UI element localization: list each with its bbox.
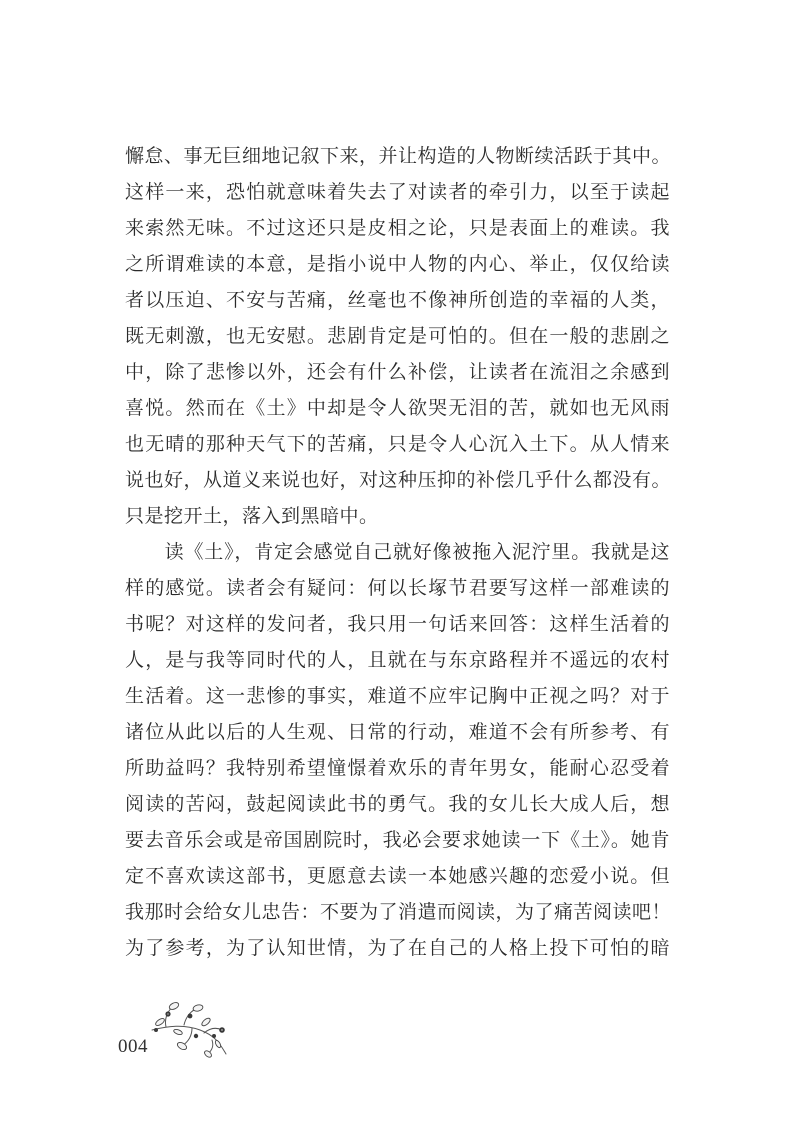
text-line: 样的感觉。读者会有疑问：何以长塚节君要写这样一部难读的 xyxy=(125,577,670,599)
page-number: 004 xyxy=(118,1036,148,1057)
floral-branch-icon xyxy=(148,1000,230,1058)
text-line: 中，除了悲惨以外，还会有什么补偿，让读者在流泪之余感到 xyxy=(125,361,670,383)
text-line: 书呢？对这样的发问者，我只用一句话来回答：这样生活着的 xyxy=(125,613,670,635)
text-line: 喜悦。然而在《土》中却是令人欲哭无泪的苦，就如也无风雨 xyxy=(125,397,670,419)
text-line: 生活着。这一悲惨的事实，难道不应牢记胸中正视之吗？对于 xyxy=(125,685,670,707)
text-line: 说也好，从道义来说也好，对这种压抑的补偿几乎什么都没有。 xyxy=(125,469,672,491)
text-line: 人，是与我等同时代的人，且就在与东京路程并不遥远的农村 xyxy=(125,649,670,671)
text-line: 阅读的苦闷，鼓起阅读此书的勇气。我的女儿长大成人后，想 xyxy=(125,793,670,815)
text-line: 所助益吗？我特别希望憧憬着欢乐的青年男女，能耐心忍受着 xyxy=(125,757,670,779)
text-line: 为了参考，为了认知世情，为了在自己的人格上投下可怕的暗 xyxy=(125,937,670,959)
text-line: 这样一来，恐怕就意味着失去了对读者的牵引力，以至于读起 xyxy=(125,181,670,203)
text-line: 来索然无味。不过这还只是皮相之论，只是表面上的难读。我 xyxy=(125,217,670,239)
text-line: 只是挖开土，落入到黑暗中。 xyxy=(125,505,379,527)
text-line: 诸位从此以后的人生观、日常的行动，难道不会有所参考、有 xyxy=(125,721,670,743)
text-line: 者以压迫、不安与苦痛，丝毫也不像神所创造的幸福的人类， xyxy=(125,289,670,311)
text-line: 读《土》，肯定会感觉自己就好像被拖入泥泞里。我就是这 xyxy=(125,541,670,563)
text-line: 定不喜欢读这部书，更愿意去读一本她感兴趣的恋爱小说。但 xyxy=(125,865,670,887)
text-line: 我那时会给女儿忠告：不要为了消遣而阅读，为了痛苦阅读吧！ xyxy=(125,901,672,923)
text-line: 之所谓难读的本意，是指小说中人物的内心、举止，仅仅给读 xyxy=(125,253,670,275)
text-line: 也无晴的那种天气下的苦痛，只是令人心沉入土下。从人情来 xyxy=(125,433,670,455)
text-line: 懈怠、事无巨细地记叙下来，并让构造的人物断续活跃于其中。 xyxy=(125,145,672,167)
text-line: 要去音乐会或是帝国剧院时，我必会要求她读一下《土》。她肯 xyxy=(125,829,670,851)
text-line: 既无刺激，也无安慰。悲剧肯定是可怕的。但在一般的悲剧之 xyxy=(125,325,670,347)
